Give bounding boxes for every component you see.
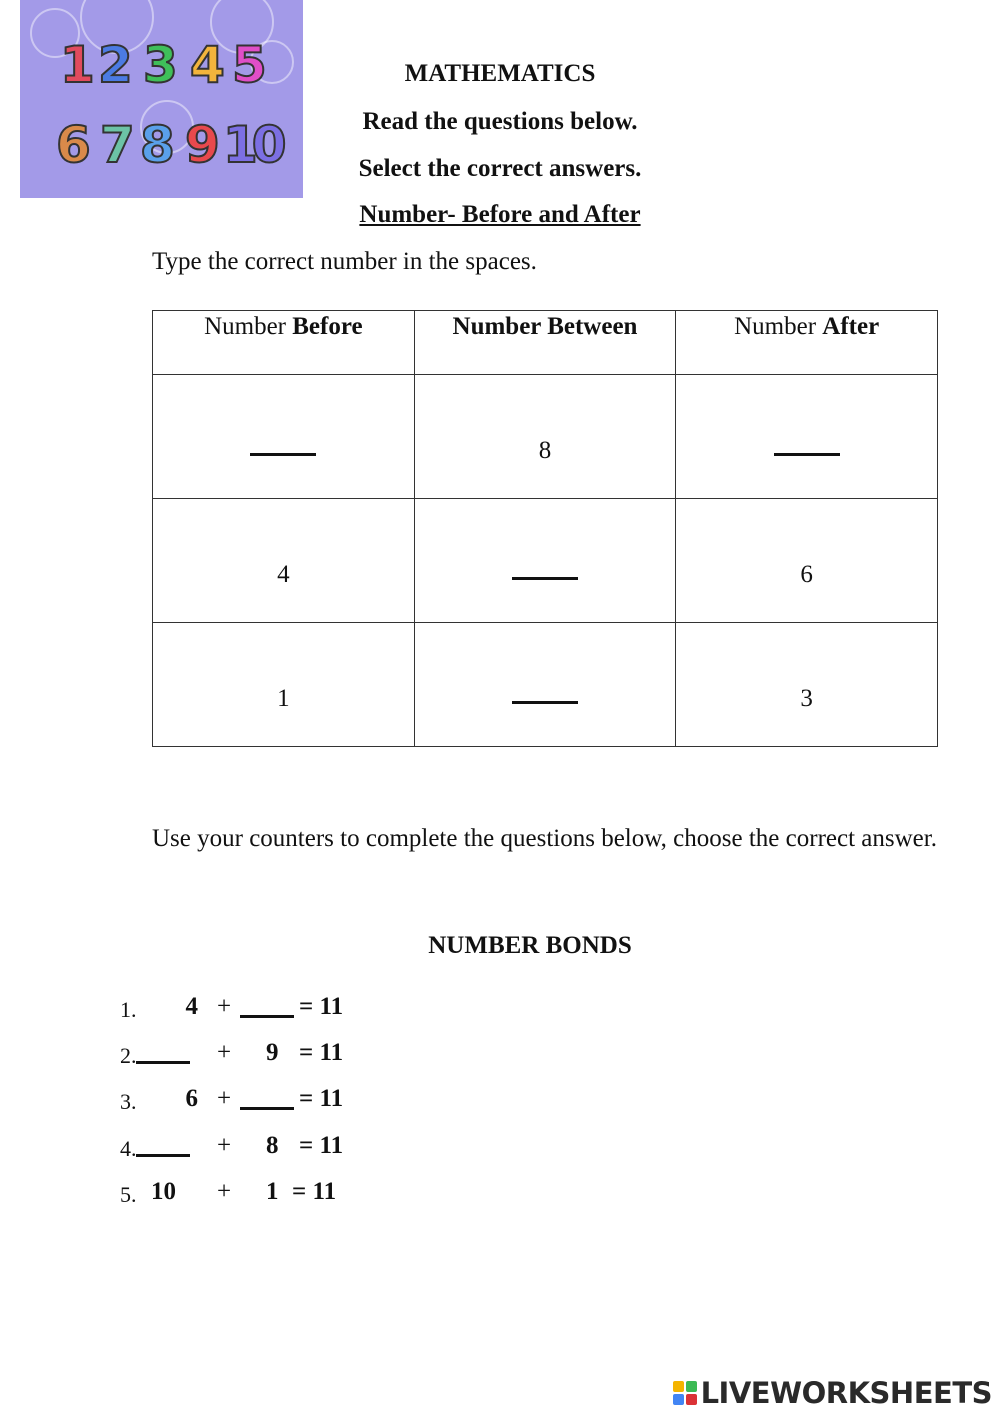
cell-after (676, 623, 938, 747)
bond-addend-b: 8 (266, 1132, 279, 1159)
liveworksheets-logo (673, 1375, 992, 1411)
bond-row (120, 1039, 420, 1075)
equals-eleven: = 11 (299, 993, 344, 1020)
section-title: Number- Before and After (359, 201, 641, 228)
header-bold-text: Number Between (452, 313, 638, 340)
bond-number: 2. (120, 1043, 137, 1068)
plus-sign: + (217, 1178, 232, 1205)
digit-8: 8 (140, 116, 175, 174)
table-row (153, 499, 938, 623)
cell-between (414, 499, 676, 623)
logo-square (686, 1394, 697, 1405)
bond-row (120, 1085, 420, 1121)
table-header-0 (153, 311, 415, 375)
cell-between (414, 375, 676, 499)
bond-blank[interactable] (240, 1085, 294, 1110)
table-header-1 (414, 311, 676, 375)
digit-1: 1 (60, 36, 95, 94)
plus-sign: + (217, 1039, 232, 1066)
digit-3: 3 (143, 36, 178, 94)
instruction-select: Select the correct answers. (358, 155, 642, 182)
plus-sign: + (217, 1132, 232, 1159)
answer-blank-after[interactable] (774, 453, 840, 456)
cell-before (153, 375, 415, 499)
header-plain-text: Number (204, 313, 293, 340)
bond-addend-b[interactable] (240, 993, 294, 1025)
logo-text: LIVEWORKSHEETS (700, 1376, 992, 1410)
bond-addend-b: 1 (266, 1178, 279, 1205)
counters-instruction: Use your counters to complete the questions below, choose the correct answer. (152, 825, 937, 852)
table-row (153, 623, 938, 747)
bond-number: 5. (120, 1182, 137, 1207)
cell-value: 3 (800, 684, 813, 712)
bond-blank[interactable] (240, 993, 294, 1018)
instruction-read: Read the questions below. (362, 108, 638, 135)
digit-5: 5 (232, 36, 267, 94)
bond-addend-a: 6 (185, 1085, 198, 1112)
cell-after (676, 375, 938, 499)
bond-blank[interactable] (136, 1132, 190, 1157)
digit-7: 7 (100, 116, 135, 174)
digit-2: 2 (98, 36, 133, 94)
logo-square (673, 1394, 684, 1405)
plus-sign: + (217, 993, 232, 1020)
header-plain-text: Number (734, 313, 823, 340)
bond-row (120, 1178, 420, 1214)
number-before-after-table (152, 310, 938, 747)
bond-blank[interactable] (136, 1039, 190, 1064)
cell-before (153, 623, 415, 747)
equals-eleven: = 11 (299, 1132, 344, 1159)
cell-after (676, 499, 938, 623)
bond-addend-b[interactable] (240, 1085, 294, 1117)
plus-sign: + (217, 1085, 232, 1112)
number-bonds-title: NUMBER BONDS (428, 932, 632, 959)
equals-eleven: = 11 (299, 1085, 344, 1112)
logo-square (673, 1381, 684, 1392)
type-instruction: Type the correct number in the spaces. (152, 248, 537, 275)
equals-eleven: = 11 (292, 1178, 337, 1205)
bond-number: 1. (120, 997, 137, 1022)
answer-blank-between[interactable] (512, 577, 578, 580)
cell-value: 1 (277, 684, 290, 712)
digit-6: 6 (56, 116, 91, 174)
bond-addend-a: 4 (185, 993, 198, 1020)
bond-addend-a: 10 (151, 1178, 176, 1205)
bond-number: 3. (120, 1089, 137, 1114)
logo-grid-icon (673, 1381, 697, 1405)
bond-addend-a[interactable] (130, 1039, 190, 1071)
cell-before (153, 499, 415, 623)
answer-blank-before[interactable] (250, 453, 316, 456)
bond-row (120, 1132, 420, 1168)
answer-blank-between[interactable] (512, 701, 578, 704)
table-header-2 (676, 311, 938, 375)
bond-number: 4. (120, 1136, 137, 1161)
bond-addend-b: 9 (266, 1039, 279, 1066)
logo-square (686, 1381, 697, 1392)
cell-value: 8 (538, 436, 552, 464)
header-bold-text: Before (292, 313, 363, 340)
equals-eleven: = 11 (299, 1039, 344, 1066)
digit-9: 9 (185, 116, 220, 174)
bond-row (120, 993, 420, 1029)
table-row (153, 375, 938, 499)
page-title: MATHEMATICS (404, 60, 596, 87)
header-bold-text: After (822, 313, 880, 340)
digit-4: 4 (190, 36, 225, 94)
bond-addend-a[interactable] (130, 1132, 190, 1164)
cell-between (414, 623, 676, 747)
cell-value: 6 (800, 560, 813, 588)
digit-10: 10 (223, 116, 281, 174)
cell-value: 4 (277, 560, 290, 588)
